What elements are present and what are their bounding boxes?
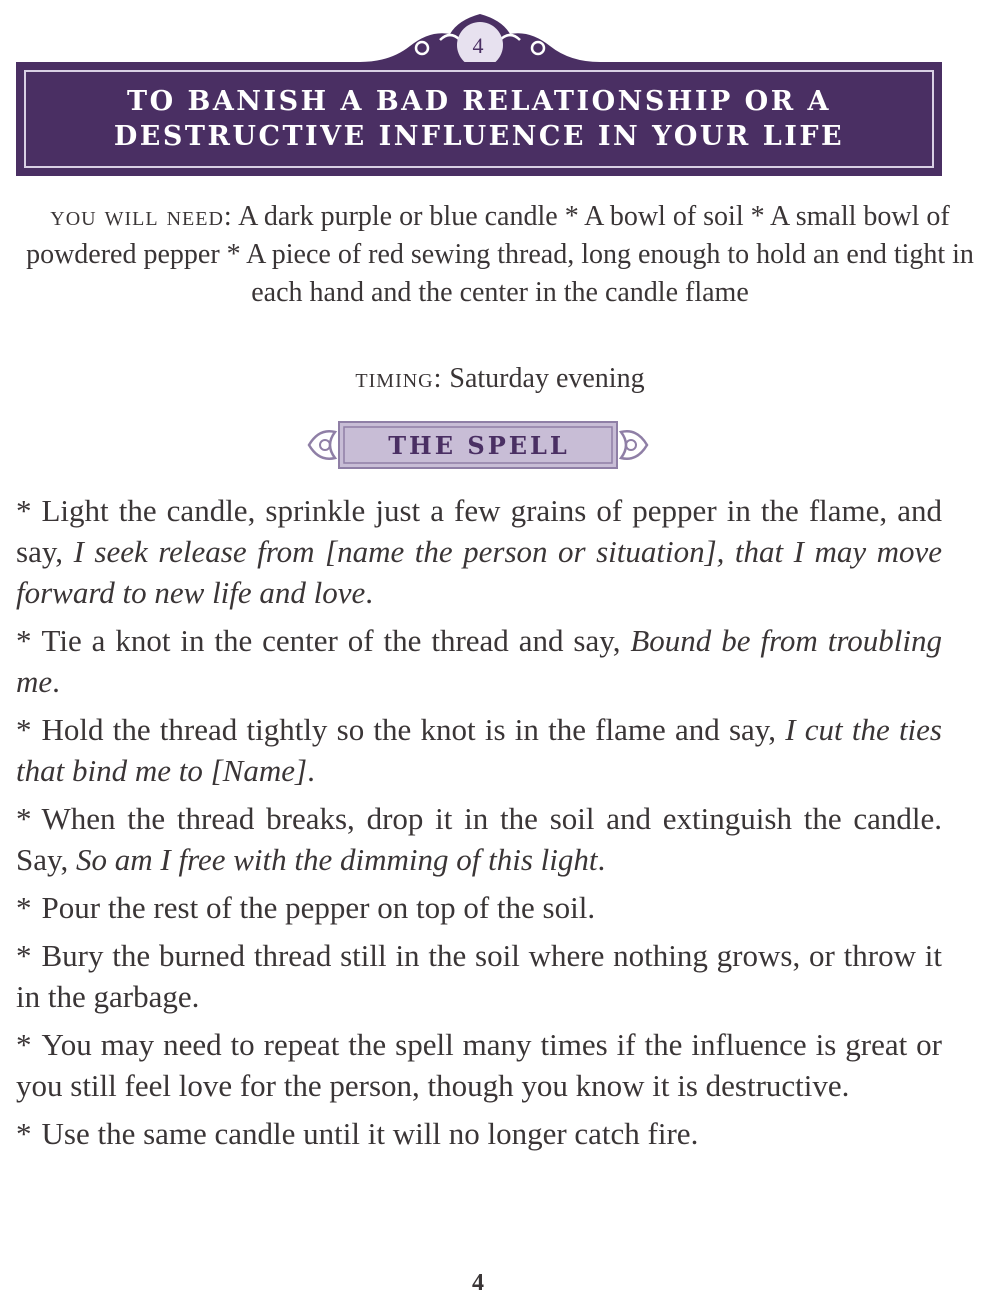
step-text: Light the candle, sprinkle just a few grains of pepper in the flame, and say, (16, 493, 942, 569)
list-item (16, 1113, 942, 1154)
list-item (16, 1024, 942, 1106)
list-item (16, 490, 942, 613)
needs-label: you will need: (50, 201, 233, 232)
list-item (16, 935, 942, 1017)
bullet-asterisk: * (16, 1116, 32, 1151)
step-tail: . (365, 575, 374, 610)
step-text: When the thread breaks, drop it in the soil and extinguish the candle. Say, (16, 801, 942, 877)
step-incantation: I seek release from [name the person or situation], that I may move forward to new life and love (16, 534, 943, 610)
bullet-asterisk: * (16, 623, 32, 658)
step-text: Use the same candle until it will no longer catch fire. (41, 1116, 699, 1151)
list-item (16, 620, 942, 702)
step-incantation: Bound be from troubling me (16, 623, 942, 699)
step-text: Hold the thread tightly so the knot is in the flame and say, (41, 712, 776, 747)
spell-heading: THE SPELL (388, 431, 570, 460)
bullet-asterisk: * (16, 493, 32, 528)
step-incantation: So am I free with the dimming of this light (76, 842, 598, 877)
bullet-asterisk: * (16, 890, 32, 925)
step-text: Pour the rest of the pepper on top of the soil. (41, 890, 596, 925)
list-item (16, 709, 942, 791)
step-tail: . (307, 753, 315, 788)
list-item (16, 798, 942, 880)
list-item (16, 887, 942, 928)
page-number: 4 (472, 1270, 484, 1296)
step-text: Tie a knot in the center of the thread and say, (41, 623, 621, 658)
spell-title: TO BANISH A BAD RELATIONSHIP OR A DESTRUCTIVE INFLUENCE IN YOUR LIFE (113, 86, 845, 152)
needs-text: A dark purple or blue candle * A bowl of soil * A small bowl of powdered pepper * A piece of red sewing thread, long enough to hold an end tight in each hand and the center in the candle flame (26, 201, 974, 308)
bullet-asterisk: * (16, 1027, 32, 1062)
step-tail: . (597, 842, 606, 877)
ingredients-block (20, 198, 980, 312)
spell-steps (16, 490, 942, 1161)
bullet-asterisk: * (16, 712, 32, 747)
title-banner (16, 62, 942, 176)
step-incantation: I cut the ties that bind me to [Name] (16, 712, 942, 788)
timing-line (20, 360, 980, 398)
bullet-asterisk: * (16, 801, 32, 836)
step-text: Bury the burned thread still in the soil where nothing grows, or throw it in the garbage. (16, 938, 942, 1014)
step-text: You may need to repeat the spell many times if the influence is great or you still feel love for the person, though you know it is destructive. (16, 1027, 942, 1103)
timing-text: Saturday evening (449, 363, 645, 394)
bullet-asterisk: * (16, 938, 32, 973)
step-tail: . (52, 664, 60, 699)
page-badge-number: 4 (472, 33, 484, 58)
timing-label: timing: (355, 363, 443, 394)
